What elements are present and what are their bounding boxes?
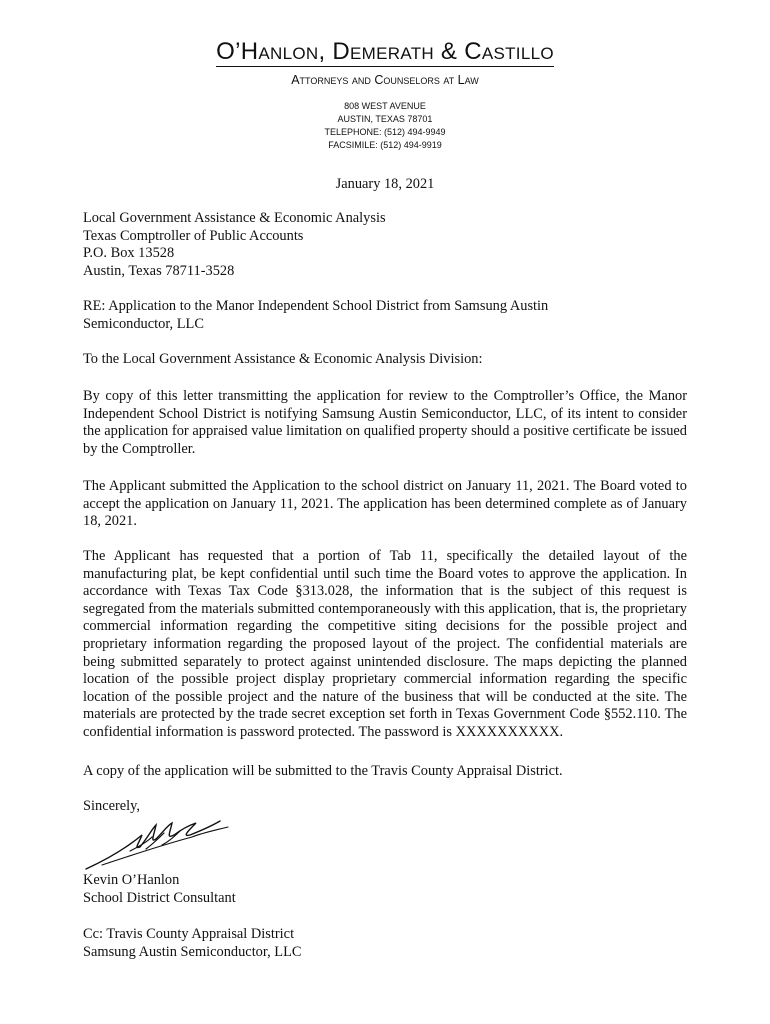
signature-image (82, 815, 232, 873)
recipient-line: Austin, Texas 78711-3528 (83, 262, 235, 279)
signer-name: Kevin O’Hanlon (83, 872, 180, 888)
body-paragraph-4: A copy of the application will be submitted to the Travis County Appraisal District. (83, 763, 563, 779)
fax-line: FACSIMILE: (512) 494-9919 (328, 140, 442, 150)
recipient-line: P.O. Box 13528 (83, 245, 175, 262)
address-line: AUSTIN, TEXAS 78701 (337, 114, 433, 124)
address-line: 808 WEST AVENUE (344, 101, 426, 111)
signer-title: School District Consultant (83, 889, 236, 906)
recipient-line: Texas Comptroller of Public Accounts (83, 227, 304, 244)
body-paragraph-3: The Applicant has requested that a portion of Tab 11, specifically the detailed layout of the manufacturing plat, be kept confidential until such time the Board votes to approve the application. In accordance with Texas Tax Code §313.028, the information that is the subject of this request is segregated from the materials submitted contemporaneously with this application, that is, the proprietary commercial information regarding the competitive siting decisions for the possible project and proprietary information regarding the proposed layout of the project. The confidential materials are being submitted separately to protect against unintended disclosure. The maps depicting the planned location of the possible project display proprietary commercial information regarding the specific location of the possible project and the nature of the business that will be conducted at the site. The materials are protected by the trade secret exception set forth in Texas Government Code §552.110. The confidential information is password protected. The password is XXXXXXXXXX. (83, 548, 687, 740)
cc-block (83, 926, 687, 961)
letter-date: January 18, 2021 (335, 176, 435, 192)
signature-block (83, 872, 687, 907)
cc-line: Cc: Travis County Appraisal District (83, 926, 295, 942)
firm-name (0, 38, 770, 66)
firm-name-text: O’Hanlon, Demerath & Castillo (216, 38, 554, 65)
phone-line: TELEPHONE: (512) 494-9949 (324, 127, 446, 137)
recipient-line: Local Government Assistance & Economic Analysis (83, 210, 386, 226)
cc-line: Samsung Austin Semiconductor, LLC (83, 943, 302, 960)
subject-line-2: Semiconductor, LLC (83, 315, 204, 332)
body-paragraph-1: By copy of this letter transmitting the application for review to the Comptroller’s Office, the Manor Independent School District is notifying Samsung Austin Semiconductor, LLC, of its intent to consider the application for appraised value limitation on qualified property should a positive certificate be issued by the Comptroller. (83, 388, 687, 457)
firm-subtitle: Attorneys and Counselors at Law (291, 73, 479, 87)
closing: Sincerely, (83, 798, 141, 814)
subject-line (83, 298, 687, 333)
recipient-address (83, 210, 687, 280)
salutation: To the Local Government Assistance & Economic Analysis Division: (83, 351, 483, 367)
subject-line-1: RE: Application to the Manor Independent School District from Samsung Austin (83, 298, 549, 314)
body-paragraph-2: The Applicant submitted the Application to the school district on January 11, 2021. The Board voted to accept the application on January 11, 2021. The application has been determined complete as of January 18, 2021. (83, 478, 687, 530)
